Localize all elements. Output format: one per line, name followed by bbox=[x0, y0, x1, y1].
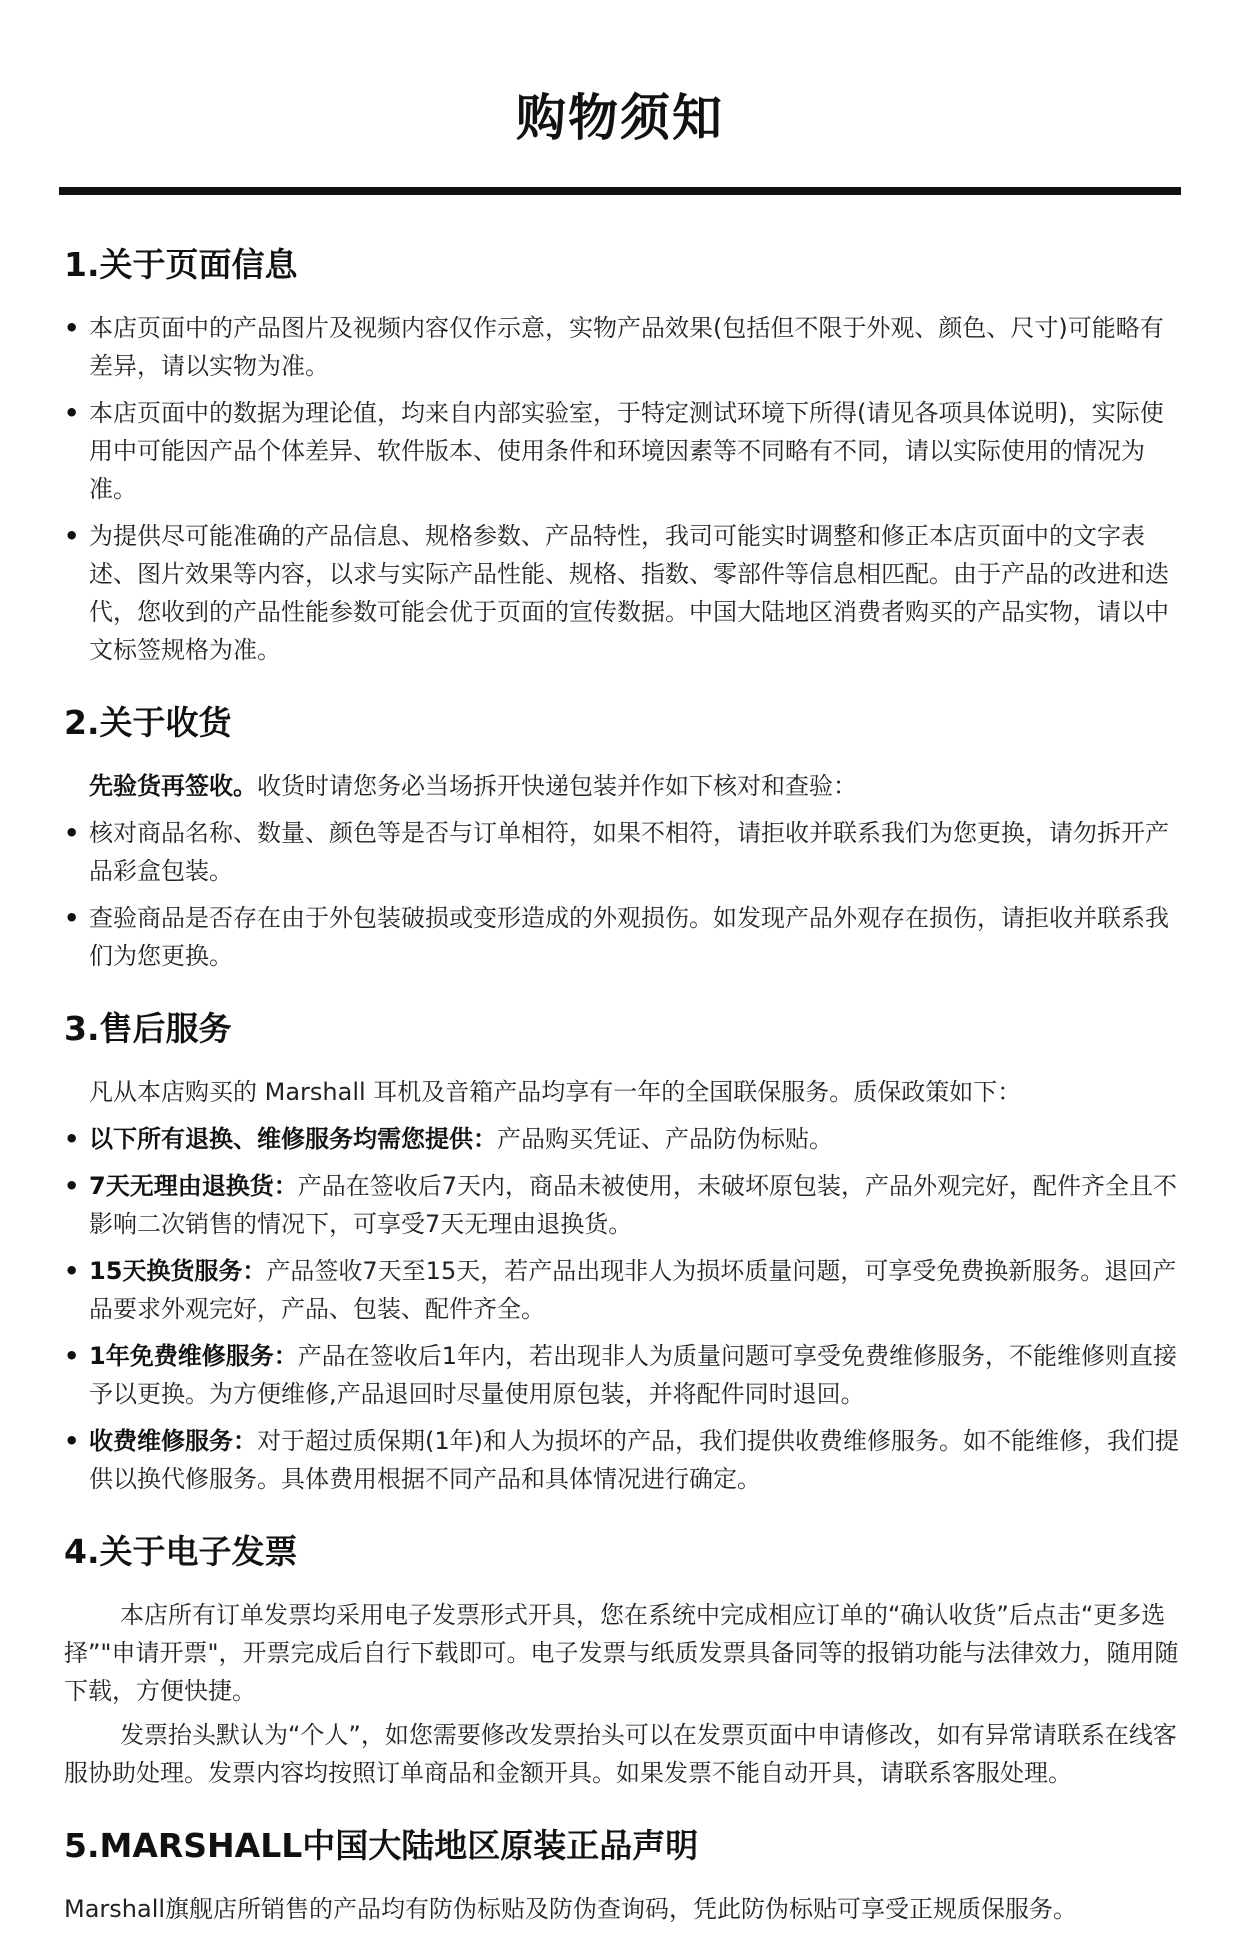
list-item bbox=[64, 1120, 1180, 1158]
page-title: 购物须知 bbox=[516, 89, 724, 147]
lead-text: 凡从本店购买的 Marshall 耳机及音箱产品均享有一年的全国联保服务。质保政策如下： bbox=[89, 1078, 1022, 1106]
section-page-info bbox=[64, 243, 1180, 669]
item-bold: 15天换货服务： bbox=[89, 1257, 267, 1285]
section-heading: 2.关于收货 bbox=[64, 703, 232, 742]
paragraph: Marshall旗舰店所销售的产品均有防伪标贴及防伪查询码，凭此防伪标贴可享受正规质保服务。 bbox=[64, 1895, 1078, 1923]
paragraph: 发票抬头默认为“个人”，如您需要修改发票抬头可以在发票页面中申请修改，如有异常请联系在线客服协助处理。发票内容均按照订单商品和金额开具。如果发票不能自动开具，请联系客服处理。 bbox=[64, 1721, 1177, 1787]
title-divider bbox=[59, 187, 1181, 195]
item-bold: 以下所有退换、维修服务均需您提供： bbox=[89, 1125, 497, 1153]
paragraph: 本店所有订单发票均采用电子发票形式开具，您在系统中完成相应订单的“确认收货”后点击“更多选择”"申请开票"，开票完成后自行下载即可。电子发票与纸质发票具备同等的报销功能与法律效力，随用随下载，方便快捷。 bbox=[64, 1601, 1179, 1705]
list-item: • 本店页面中的产品图片及视频内容仅作示意，实物产品效果(包括但不限于外观、颜色、尺寸)可能略有差异，请以实物为准。 bbox=[64, 309, 1180, 385]
section-e-invoice bbox=[64, 1530, 1180, 1792]
item-text: 对于超过质保期(1年)和人为损坏的产品，我们提供收费维修服务。如不能维修，我们提供以换代修服务。具体费用根据不同产品和具体情况进行确定。 bbox=[89, 1427, 1179, 1493]
bullet-list bbox=[64, 309, 1180, 669]
item-bold: 7天无理由退换货： bbox=[89, 1172, 298, 1200]
item-text: 产品购买凭证、产品防伪标贴。 bbox=[497, 1125, 833, 1153]
list-item bbox=[64, 1337, 1180, 1413]
lead-rest: 收货时请您务必当场拆开快递包装并作如下核对和查验： bbox=[257, 772, 857, 800]
lead-bold: 先验货再签收。 bbox=[89, 772, 257, 800]
list-item: • 本店页面中的数据为理论值，均来自内部实验室，于特定测试环境下所得(请见各项具体说明)，实际使用中可能因产品个体差异、软件版本、使用条件和环境因素等不同略有不同，请以实际使用的情况为准。 bbox=[64, 394, 1180, 508]
list-item bbox=[64, 1167, 1180, 1243]
section-heading: 1.关于页面信息 bbox=[64, 245, 298, 284]
list-item: • 为提供尽可能准确的产品信息、规格参数、产品特性，我司可能实时调整和修正本店页面中的文字表述、图片效果等内容，以求与实际产品性能、规格、指数、零部件等信息相匹配。由于产品的改进和迭代，您收到的产品性能参数可能会优于页面的宣传数据。中国大陆地区消费者购买的产品实物，请以中文标签规格为准。 bbox=[64, 517, 1180, 669]
list-item bbox=[64, 1422, 1180, 1498]
section-receiving bbox=[64, 701, 1180, 975]
bullet-list bbox=[64, 814, 1180, 975]
section-heading: 3.售后服务 bbox=[64, 1009, 232, 1048]
item-bold: 收费维修服务： bbox=[89, 1427, 257, 1455]
item-bold: 1年免费维修服务： bbox=[89, 1342, 298, 1370]
bullet-list bbox=[64, 1120, 1180, 1498]
section-authenticity bbox=[64, 1824, 1180, 1928]
lead-text bbox=[64, 767, 1180, 805]
item-text: 产品在签收后7天内，商品未被使用，未破坏原包装，产品外观完好，配件齐全且不影响二次销售的情况下，可享受7天无理由退换货。 bbox=[89, 1172, 1177, 1238]
content bbox=[64, 243, 1180, 1960]
list-item bbox=[64, 1252, 1180, 1328]
section-heading: 5.MARSHALL中国大陆地区原装正品声明 bbox=[64, 1826, 699, 1865]
section-after-sales bbox=[64, 1007, 1180, 1498]
list-item: • 核对商品名称、数量、颜色等是否与订单相符，如果不相符，请拒收并联系我们为您更换，请勿拆开产品彩盒包装。 bbox=[64, 814, 1180, 890]
section-heading: 4.关于电子发票 bbox=[64, 1532, 298, 1571]
item-text: 产品在签收后1年内，若出现非人为质量问题可享受免费维修服务，不能维修则直接予以更换。为方便维修,产品退回时尽量使用原包装，并将配件同时退回。 bbox=[89, 1342, 1177, 1408]
list-item: • 查验商品是否存在由于外包装破损或变形造成的外观损伤。如发现产品外观存在损伤，请拒收并联系我们为您更换。 bbox=[64, 899, 1180, 975]
item-text: 产品签收7天至15天，若产品出现非人为损坏质量问题，可享受免费换新服务。退回产品要求外观完好，产品、包装、配件齐全。 bbox=[89, 1257, 1177, 1323]
